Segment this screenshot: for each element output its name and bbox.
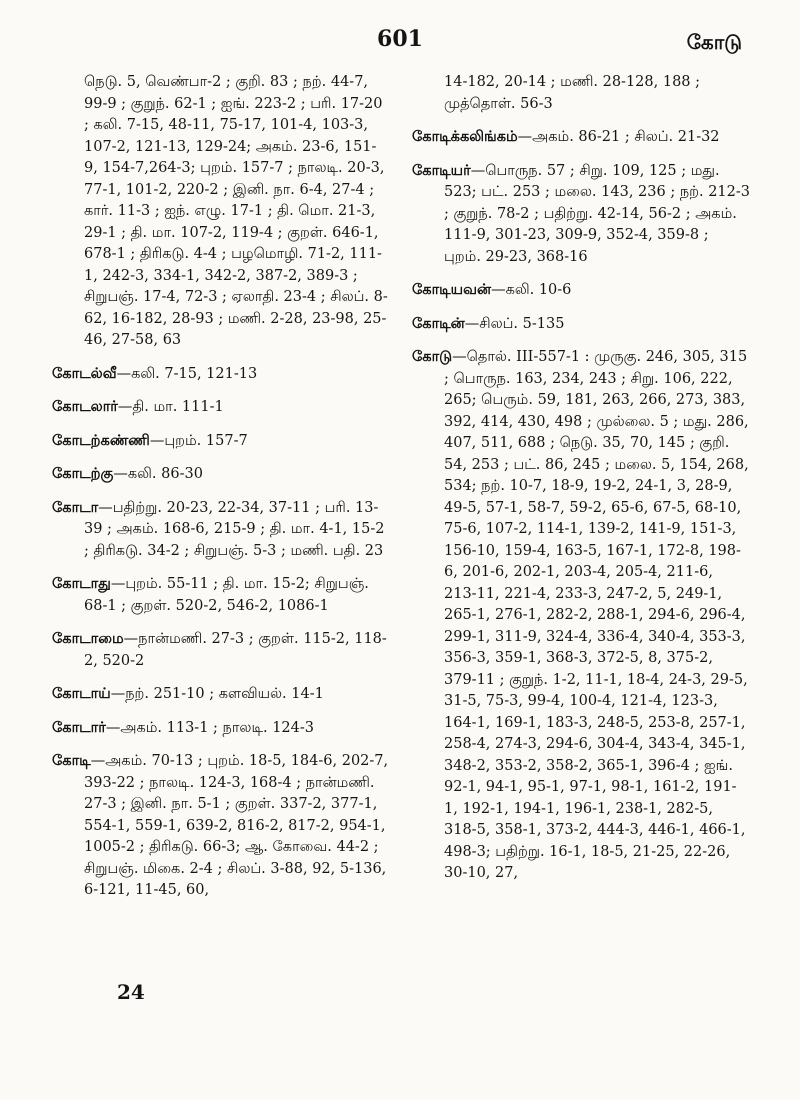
- entry-headword: கோடார்: [52, 718, 106, 736]
- entry-references: —அகம். 86-21 ; சிலப். 21-32: [517, 129, 720, 145]
- index-entry: [52, 430, 390, 453]
- entry-references: —தி. மா. 111-1: [117, 399, 224, 415]
- entry-references: —புறம். 55-11 ; தி. மா. 15-2; சிறுபஞ். 68-1 ; குறள். 520-2, 546-2, 1086-1: [84, 576, 369, 614]
- index-entry: [412, 346, 750, 885]
- entry-headword: கோடியவன்: [412, 281, 492, 298]
- entry-references: —தொல். III-557-1 : முருகு. 246, 305, 315 ; பொருந. 163, 234, 243 ; சிறு. 106, 222, 265; பெரும். 59, 181, 263, 266, 273, 383, 392, 414, 430, 498 ; முல்லை. 5 ; மது. 286, 407, 511, 688 ; நெடு. 35, 70, 145 ; குறி. 54, 253 ; பட். 86, 245 ; மலை. 5, 154, 268, 534; நற். 10-7, 18-9, 19-2, 24-1, 3, 28-9, 49-5, 57-1, 58-7, 59-2, 65-6, 67-5, 68-10, 75-6, 107-2, 114-1, 139-2, 141-9, 151-3, 156-10, 159-4, 163-5, 167-1, 172-8, 198-6, 201-6, 202-1, 203-4, 205-4, 211-6, 213-11, 221-4, 233-3, 247-2, 5, 249-1, 265-1, 276-1, 282-2, 288-1, 294-6, 296-4, 299-1, 311-9, 324-4, 336-4, 340-4, 353-3, 356-3, 359-1, 368-3, 372-5, 8, 375-2, 379-11 ; குறுந். 1-2, 11-1, 18-4, 24-3, 29-5, 31-5, 75-3, 99-4, 100-4, 121-4, 123-3, 164-1, 169-1, 183-3, 248-5, 253-8, 257-1, 258-4, 274-3, 294-6, 304-4, 343-4, 345-1, 348-2, 353-2, 358-2, 365-1, 396-4 ; ஐங். 92-1, 94-1, 95-1, 97-1, 98-1, 161-2, 191-1, 192-1, 194-1, 196-1, 238-1, 282-5, 318-5, 358-1, 373-2, 444-3, 446-1, 466-1, 498-3; பதிற்று. 16-1, 18-5, 21-25, 22-26, 30-10, 27,: [444, 349, 749, 881]
- page-number: 601: [377, 26, 423, 52]
- index-entry: [52, 628, 390, 672]
- entry-headword: கோடு: [412, 348, 453, 365]
- entry-references: —அகம். 113-1 ; நாலடி. 124-3: [105, 719, 314, 736]
- index-entry: [412, 313, 750, 336]
- entry-references: —நான்மணி. 27-3 ; குறள். 115-2, 118-2, 520-2: [84, 631, 387, 669]
- index-entry: [52, 717, 390, 740]
- index-entry: [412, 160, 750, 269]
- left-column: [52, 72, 390, 913]
- index-entry: [412, 126, 750, 149]
- entry-references: —பொருந. 57 ; சிறு. 109, 125 ; மது. 523; பட். 253 ; மலை. 143, 236 ; நற். 212-3 ; குறுந். 78-2 ; பதிற்று. 42-14, 56-2 ; அகம். 111-9, 301-23, 309-9, 352-4, 359-8 ; புறம். 29-23, 368-16: [444, 162, 751, 265]
- index-entry: [52, 363, 390, 386]
- entry-headword: கோடி: [52, 752, 91, 769]
- index-entry: [52, 463, 390, 486]
- entry-headword: கோடிக்கலிங்கம்: [412, 128, 518, 145]
- running-head: கோடு: [686, 30, 742, 54]
- entry-headword: கோடாது: [52, 575, 111, 592]
- entry-headword: கோடல்வீ: [52, 364, 117, 382]
- entry-references: —அகம். 70-13 ; புறம். 18-5, 184-6, 202-7, 393-22 ; நாலடி. 124-3, 168-4 ; நான்மணி. 27-3 ; இனி. நா. 5-1 ; குறள். 337-2, 377-1, 554-1, 559-1, 639-2, 816-2, 817-2, 954-1, 1005-2 ; திரிகடு. 66-3; ஆ. கோவை. 44-2 ; சிறுபஞ். மிகை. 2-4 ; சிலப். 3-88, 92, 5-136, 6-121, 11-45, 60,: [84, 753, 389, 898]
- index-entry: [52, 72, 390, 352]
- entry-references: —சிலப். 5-135: [464, 315, 565, 332]
- entry-references: —பதிற்று. 20-23, 22-34, 37-11 ; பரி. 13-39 ; அகம். 168-6, 215-9 ; தி. மா. 4-1, 15-2 ; திரிகடு. 34-2 ; சிறுபஞ். 5-3 ; மணி. பதி. 23: [84, 499, 385, 559]
- signature-mark: 24: [117, 980, 145, 1004]
- index-entry: [52, 573, 390, 617]
- index-entry: [52, 750, 390, 902]
- entry-headword: கோடின்: [412, 314, 465, 332]
- entry-headword: கோடலார்: [52, 398, 118, 415]
- entry-headword: கோடா: [52, 498, 99, 516]
- entry-headword: கோடியர்: [412, 161, 471, 179]
- index-entry: [412, 279, 750, 302]
- entry-headword: கோடாமை: [52, 630, 124, 647]
- entry-references: —கலி. 7-15, 121-13: [116, 365, 258, 382]
- entry-headword: கோடாய்: [52, 685, 111, 702]
- entry-references: —கலி. 10-6: [491, 282, 572, 298]
- entry-references: 14-182, 20-14 ; மணி. 28-128, 188 ; முத்தொள். 56-3: [444, 74, 701, 112]
- entry-headword: கோடற்கண்ணி: [52, 431, 150, 449]
- right-column: [412, 72, 750, 896]
- index-entry: [52, 497, 390, 563]
- entry-references: —கலி. 86-30: [113, 466, 203, 482]
- index-entry: [52, 683, 390, 706]
- entry-references: —புறம். 157-7: [149, 432, 248, 449]
- index-entry: [412, 72, 750, 115]
- entry-headword: கோடற்கு: [52, 465, 114, 482]
- entry-references: —நற். 251-10 ; களவியல். 14-1: [110, 686, 324, 702]
- index-entry: [52, 396, 390, 419]
- entry-references: நெடு. 5, வெண்பா-2 ; குறி. 83 ; நற். 44-7, 99-9 ; குறுந். 62-1 ; ஐங். 223-2 ; பரி. 17-20 ; கலி. 7-15, 48-11, 75-17, 101-4, 103-3, 107-2, 121-13, 129-24; அகம். 23-6, 151-9, 154-7,264-3; புறம். 157-7 ; நாலடி. 20-3, 77-1, 101-2, 220-2 ; இனி. நா. 6-4, 27-4 ; கார். 11-3 ; ஐந். எழு. 17-1 ; தி. மொ. 21-3, 29-1 ; தி. மா. 107-2, 119-4 ; குறள். 646-1, 678-1 ; திரிகடு. 4-4 ; பழமொழி. 71-2, 111-1, 242-3, 334-1, 342-2, 387-2, 389-3 ; சிறுபஞ். 17-4, 72-3 ; ஏலாதி. 23-4 ; சிலப். 8-62, 16-182, 28-93 ; மணி. 2-28, 23-98, 25-46, 27-58, 63: [84, 74, 388, 348]
